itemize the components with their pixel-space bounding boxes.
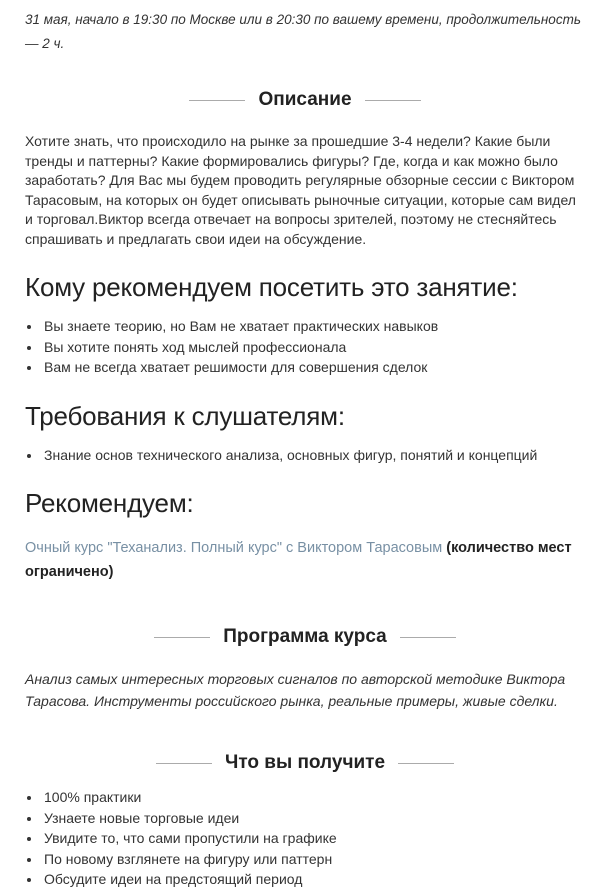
recommend-paragraph bbox=[25, 536, 585, 584]
section-title-description: Описание bbox=[258, 89, 352, 110]
list-item: • Вы хотите понять ход мыслей профессионала bbox=[42, 337, 585, 358]
list-item: • Вам не всегда хватает решимости для совершения сделок bbox=[42, 357, 585, 378]
list-item: • Вы знаете теорию, но Вам не хватает практических навыков bbox=[42, 316, 585, 337]
divider-line bbox=[189, 100, 245, 101]
list-item: • 100% практики bbox=[42, 787, 585, 808]
list-item: • Узнаете новые торговые идеи bbox=[42, 808, 585, 829]
benefits-list bbox=[25, 787, 585, 890]
list-item: • Обсудите идеи на предстоящий период bbox=[42, 869, 585, 890]
section-title-benefits: Что вы получите bbox=[224, 752, 386, 773]
limited-seats-note: (количество мест ограничено) bbox=[25, 540, 572, 580]
schedule-note: 31 мая, начало в 19:30 по Москве или в 20:30 по вашему времени, продолжительность — 2 ч. bbox=[25, 12, 581, 51]
divider-line bbox=[156, 763, 212, 764]
divider-line bbox=[400, 637, 456, 638]
requirements-list bbox=[25, 445, 585, 466]
audience-heading: Кому рекомендуем посетить это занятие: bbox=[25, 272, 518, 302]
section-header-description bbox=[25, 89, 585, 111]
divider-line bbox=[154, 637, 210, 638]
list-item: • Знание основ технического анализа, основных фигур, понятий и концепций bbox=[42, 445, 585, 466]
course-link[interactable]: Очный курс "Теханализ. Полный курс" с Виктором Тарасовым bbox=[25, 540, 443, 556]
description-paragraph: Хотите знать, что происходило на рынке за прошедшие 3-4 недели? Какие были тренды и паттерны? Какие формировались фигуры? Где, когда и как можно было заработать? Для Вас мы будем проводить регулярные обзорные сессии с Виктором Тарасовым, на которых он будет описывать рыночные ситуации, которые сам видел и торговал.Виктор всегда отвечает на вопросы зрителей, поэтому не стесняйтесь спрашивать и предлагать свои идеи на обсуждение. bbox=[25, 133, 576, 247]
recommend-heading: Рекомендуем: bbox=[25, 488, 194, 518]
section-header-program bbox=[25, 626, 585, 648]
requirements-heading: Требования к слушателям: bbox=[25, 400, 345, 431]
divider-line bbox=[398, 763, 454, 764]
list-item: • Увидите то, что сами пропустили на графике bbox=[42, 828, 585, 849]
audience-list bbox=[25, 316, 585, 378]
divider-line bbox=[365, 100, 421, 101]
program-paragraph: Анализ самых интересных торговых сигналов по авторской методике Виктора Тарасова. Инструменты российского рынка, реальные примеры, живые сделки. bbox=[25, 671, 566, 709]
section-title-program: Программа курса bbox=[223, 626, 387, 647]
section-header-benefits bbox=[25, 752, 585, 774]
list-item: • По новому взглянете на фигуру или паттерн bbox=[42, 849, 585, 870]
